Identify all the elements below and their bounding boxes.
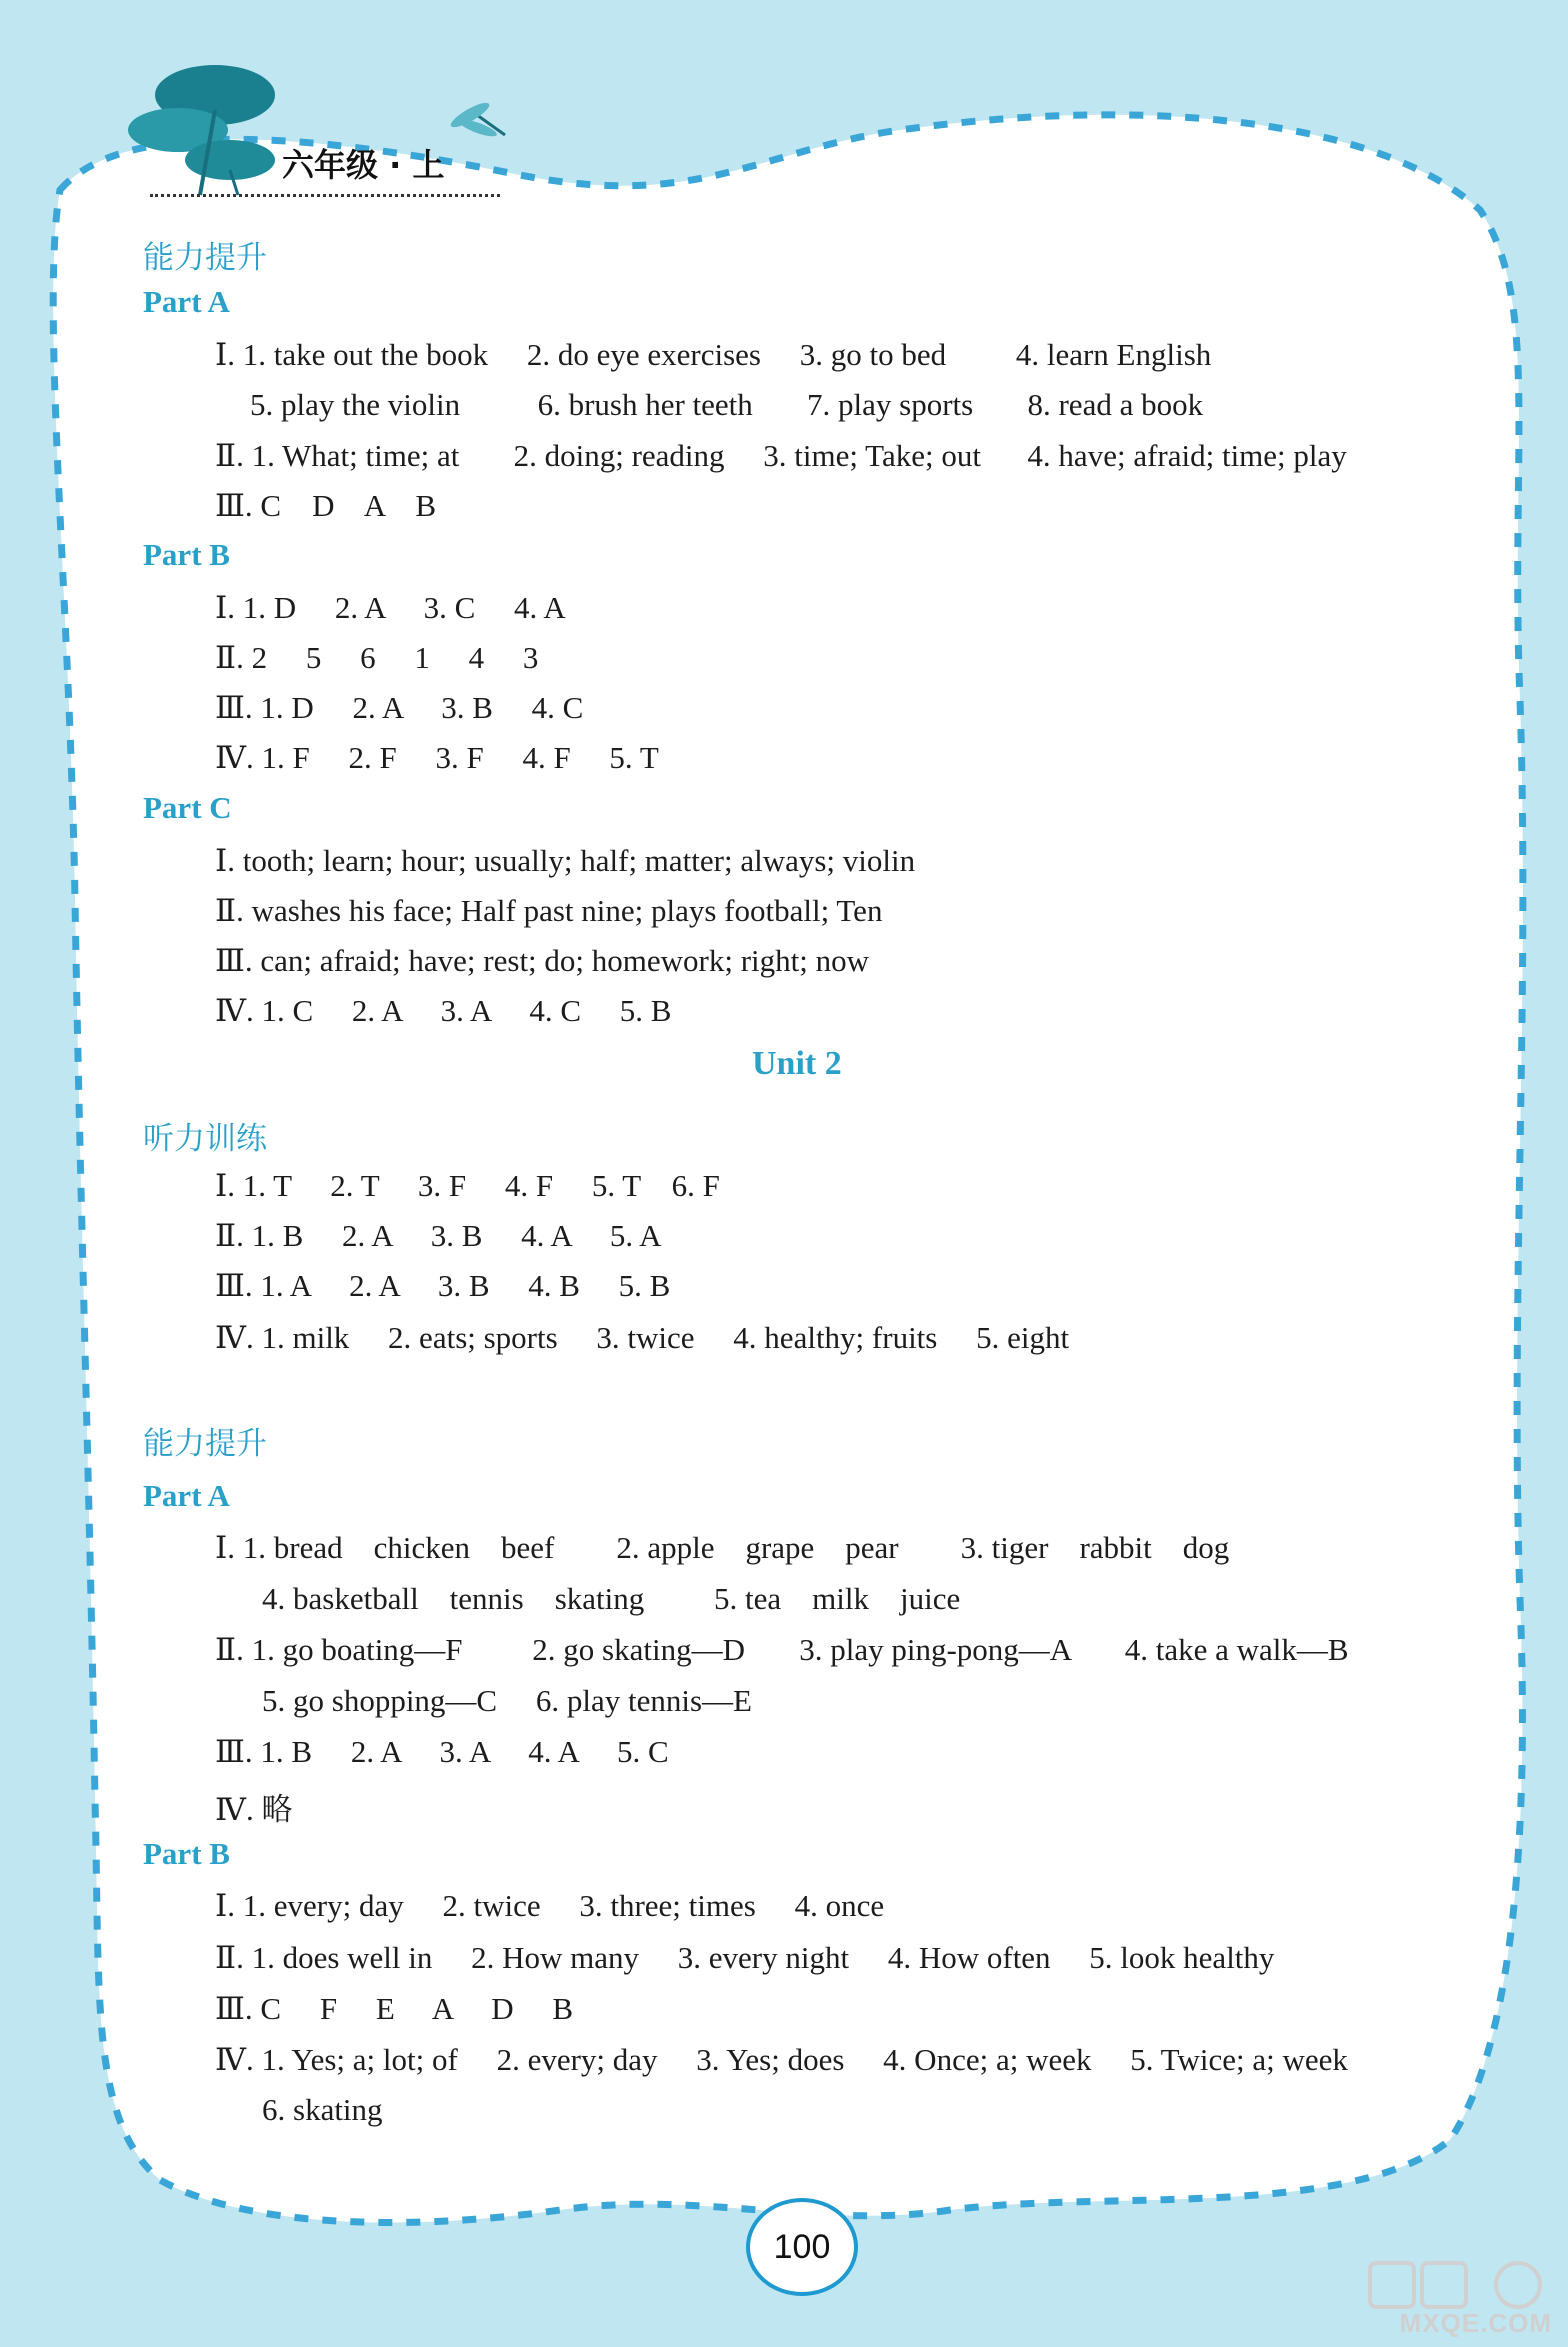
answer-line: Ⅰ. 1. take out the book 2. do eye exercises 3. go to bed 4. learn English [215,337,1212,372]
part-b-title: Part B [143,1836,230,1871]
part-c-title: Part C [143,790,232,825]
answer-line: Ⅱ. washes his face; Half past nine; plays football; Ten [215,893,883,928]
answer-line: Ⅲ. 1. D 2. A 3. B 4. C [215,690,584,725]
answer-line: Ⅳ. 1. milk 2. eats; sports 3. twice 4. healthy; fruits 5. eight [215,1320,1070,1355]
answer-line: Ⅲ. C D A B [215,488,437,523]
watermark-logo-icon [1368,2259,1558,2311]
part-a-title: Part A [143,1478,230,1513]
answer-line: Ⅰ. 1. T 2. T 3. F 4. F 5. T 6. F [215,1168,720,1203]
answer-line: 4. basketball tennis skating 5. tea milk juice [262,1581,961,1616]
page-number: 100 [746,2198,858,2296]
answer-line: Ⅱ. 1. go boating—F 2. go skating—D 3. play ping-pong—A 4. take a walk—B [215,1632,1349,1667]
section-title-ability: 能力提升 [143,1426,267,1462]
answer-line: 5. go shopping—C 6. play tennis—E [262,1683,752,1718]
answer-line: Ⅳ. 1. F 2. F 3. F 4. F 5. T [215,740,659,775]
answer-line: Ⅰ. tooth; learn; hour; usually; half; matter; always; violin [215,843,916,878]
answer-line: 6. skating [262,2092,383,2127]
watermark-text: MXQE.COM [1399,2308,1552,2338]
answer-line: Ⅰ. 1. every; day 2. twice 3. three; times 4. once [215,1888,885,1923]
unit-title: Unit 2 [752,1045,842,1082]
answer-line: Ⅲ. 1. A 2. A 3. B 4. B 5. B [215,1268,671,1303]
answer-line: Ⅲ. C F E A D B [215,1991,574,2026]
answer-line: Ⅱ. 1. does well in 2. How many 3. every night 4. How often 5. look healthy [215,1940,1275,1975]
grade-label: 六年级 · 上 [282,146,445,184]
header-divider [150,194,500,197]
part-b-title: Part B [143,537,230,572]
answer-line: Ⅱ. 1. B 2. A 3. B 4. A 5. A [215,1218,662,1253]
answer-line: Ⅰ. 1. bread chicken beef 2. apple grape pear 3. tiger rabbit dog [215,1530,1230,1565]
answer-line: Ⅲ. can; afraid; have; rest; do; homework; right; now [215,943,870,978]
answer-line: Ⅲ. 1. B 2. A 3. A 4. A 5. C [215,1734,669,1769]
answer-line: Ⅳ. 1. C 2. A 3. A 4. C 5. B [215,993,672,1028]
section-title-listening: 听力训练 [143,1121,267,1157]
answer-line: Ⅱ. 2 5 6 1 4 3 [215,640,539,675]
answer-line: Ⅳ. 略 [215,1792,293,1827]
section-title-ability: 能力提升 [143,240,267,276]
watermark [1368,2259,1558,2339]
answer-line: Ⅱ. 1. What; time; at 2. doing; reading 3. time; Take; out 4. have; afraid; time; play [215,438,1347,473]
answer-line: Ⅰ. 1. D 2. A 3. C 4. A [215,590,566,625]
dragonfly-icon [448,99,505,140]
part-a-title: Part A [143,284,230,319]
answer-line: 5. play the violin 6. brush her teeth 7. play sports 8. read a book [250,387,1204,422]
answer-line: Ⅳ. 1. Yes; a; lot; of 2. every; day 3. Yes; does 4. Once; a; week 5. Twice; a; week [215,2042,1348,2077]
